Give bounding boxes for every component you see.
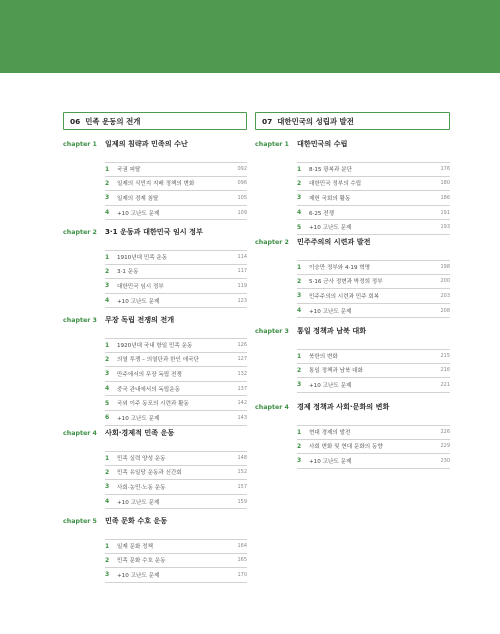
chapter-items — [297, 425, 450, 469]
entry-number: 1 — [297, 352, 302, 360]
chapter-label: chapter 4 — [255, 404, 289, 411]
toc-entry[interactable] — [105, 568, 247, 583]
entry-number: 3 — [105, 370, 110, 378]
entry-page: 230 — [440, 457, 450, 464]
toc-entry[interactable] — [105, 367, 247, 382]
chapter-section — [255, 139, 450, 235]
chapter-title: 통일 정책과 남북 대화 — [297, 326, 367, 335]
entry-number: 1 — [297, 263, 302, 271]
toc-entry[interactable] — [105, 466, 247, 481]
toc-entry[interactable] — [297, 349, 450, 364]
entry-number: 3 — [297, 292, 302, 300]
entry-number: 4 — [105, 385, 110, 393]
entry-page: 191 — [440, 209, 450, 216]
toc-entry[interactable] — [297, 162, 450, 177]
entry-page: 123 — [237, 297, 247, 304]
entry-number: 2 — [105, 468, 110, 476]
entry-number: 2 — [105, 556, 110, 564]
part-07-header — [255, 112, 450, 130]
entry-number: 4 — [105, 297, 110, 305]
entry-page: 132 — [237, 370, 247, 377]
toc-entry[interactable] — [105, 265, 247, 280]
entry-title: +10 고난도 문제 — [117, 210, 160, 217]
entry-title: 중국 관내에서의 독립운동 — [117, 386, 180, 393]
chapter-title: 대한민국의 수립 — [297, 139, 348, 148]
entry-number: 2 — [105, 179, 110, 187]
entry-title: 북한의 변화 — [309, 354, 338, 361]
entry-title: +10 고난도 문제 — [117, 499, 160, 506]
chapter-heading — [63, 516, 247, 526]
toc-entry[interactable] — [297, 304, 450, 319]
entry-page: 092 — [237, 166, 247, 173]
chapter-section — [63, 315, 247, 426]
entry-title: 대한민국 정부의 수립 — [309, 181, 362, 188]
entry-number: 3 — [297, 457, 302, 465]
toc-entry[interactable] — [105, 396, 247, 411]
entry-page: 148 — [237, 455, 247, 462]
entry-page: 164 — [237, 543, 247, 550]
chapter-items — [297, 162, 450, 235]
toc-entry[interactable] — [105, 353, 247, 368]
chapter-items — [297, 349, 450, 393]
chapter-items — [105, 338, 247, 426]
entry-number: 5 — [105, 399, 110, 407]
entry-number: 3 — [297, 381, 302, 389]
entry-page: 170 — [237, 571, 247, 578]
chapter-items — [105, 250, 247, 308]
chapter-section — [63, 428, 247, 509]
part-06-header — [63, 112, 247, 130]
toc-entry[interactable] — [105, 338, 247, 353]
chapter-label: chapter 5 — [63, 518, 97, 525]
entry-page: 152 — [237, 469, 247, 476]
entry-page: 186 — [440, 194, 450, 201]
chapter-section — [255, 326, 450, 393]
entry-title: 민주주의의 시련과 민주 회복 — [309, 293, 380, 300]
chapter-section — [63, 516, 247, 583]
entry-number: 1 — [297, 165, 302, 173]
chapter-section — [63, 227, 247, 308]
entry-title: 6·25 전쟁 — [309, 210, 335, 217]
entry-page: 165 — [237, 557, 247, 564]
entry-number: 1 — [297, 428, 302, 436]
entry-title: 일제의 경제 침탈 — [117, 195, 159, 202]
entry-title: +10 고난도 문제 — [309, 458, 352, 465]
entry-page: 198 — [440, 264, 450, 271]
chapter-section — [63, 139, 247, 220]
entry-title: 사회·농민·노동 운동 — [117, 484, 166, 491]
entry-title: +10 고난도 문제 — [117, 572, 160, 579]
entry-page: 159 — [237, 498, 247, 505]
chapter-label: chapter 4 — [63, 430, 97, 437]
entry-title: 현대 경제의 발전 — [309, 430, 351, 437]
part-06-column — [63, 112, 247, 579]
toc-entry[interactable] — [297, 220, 450, 235]
entry-number: 1 — [105, 341, 110, 349]
entry-title: 3·1 운동 — [117, 269, 139, 276]
entry-page: 096 — [237, 180, 247, 187]
entry-page: 126 — [237, 342, 247, 349]
entry-title: 민족 유일당 운동과 신간회 — [117, 470, 182, 477]
entry-page: 215 — [440, 353, 450, 360]
chapter-items — [105, 539, 247, 583]
entry-page: 127 — [237, 356, 247, 363]
toc-entry[interactable] — [105, 294, 247, 309]
entry-number: 2 — [105, 355, 110, 363]
entry-number: 2 — [105, 267, 110, 275]
part-title: 대한민국의 성립과 발전 — [277, 116, 354, 126]
chapter-section — [255, 402, 450, 469]
toc-entry[interactable] — [297, 275, 450, 290]
entry-page: 109 — [237, 209, 247, 216]
chapter-heading — [63, 315, 247, 325]
toc-entry[interactable] — [105, 451, 247, 466]
entry-page: 221 — [440, 381, 450, 388]
chapter-label: chapter 1 — [255, 141, 289, 148]
entry-title: 1910년대 민족 운동 — [117, 255, 168, 262]
chapter-heading — [63, 428, 247, 438]
chapter-label: chapter 3 — [255, 328, 289, 335]
entry-number: 4 — [297, 307, 302, 315]
part-number: 06 — [70, 116, 81, 126]
toc-entry[interactable] — [105, 206, 247, 221]
entry-number: 2 — [297, 179, 302, 187]
toc-entry[interactable] — [105, 250, 247, 265]
entry-number: 1 — [105, 542, 110, 550]
entry-title: 일제의 식민지 지배 정책의 변화 — [117, 181, 195, 188]
toc-entry[interactable] — [105, 279, 247, 294]
entry-page: 208 — [440, 307, 450, 314]
entry-title: 만주에서의 무장 독립 전쟁 — [117, 371, 182, 378]
part-title: 민족 운동의 전개 — [85, 116, 141, 126]
entry-page: 200 — [440, 278, 450, 285]
entry-title: 1920년대 국내 항일 민족 운동 — [117, 343, 193, 350]
chapter-heading — [255, 326, 450, 336]
entry-page: 226 — [440, 429, 450, 436]
entry-title: 의열 투쟁 – 의열단과 한인 애국단 — [117, 357, 199, 364]
toc-entry[interactable] — [105, 162, 247, 177]
entry-number: 4 — [297, 209, 302, 217]
toc-entry[interactable] — [297, 364, 450, 379]
chapter-title: 무장 독립 전쟁의 전개 — [105, 315, 175, 324]
header-band — [0, 0, 500, 73]
entry-number: 2 — [297, 277, 302, 285]
chapter-heading — [63, 227, 247, 237]
entry-page: 157 — [237, 483, 247, 490]
entry-page: 137 — [237, 385, 247, 392]
chapter-heading — [255, 139, 450, 149]
chapter-label: chapter 1 — [63, 141, 97, 148]
chapter-title: 경제 정책과 사회·문화의 변화 — [297, 402, 390, 411]
entry-number: 2 — [297, 366, 302, 374]
entry-title: 국외 이주 동포의 시련과 활동 — [117, 401, 189, 408]
entry-title: 사회 변화 및 현대 문화의 동향 — [309, 444, 383, 451]
chapter-items — [297, 260, 450, 318]
entry-number: 4 — [105, 209, 110, 217]
entry-title: 일제 문화 정책 — [117, 544, 153, 551]
chapter-heading — [255, 237, 450, 247]
entry-title: 국권 피탈 — [117, 167, 141, 174]
entry-page: 229 — [440, 443, 450, 450]
entry-number: 3 — [105, 483, 110, 491]
entry-page: 105 — [237, 194, 247, 201]
chapter-heading — [255, 402, 450, 412]
entry-number: 4 — [105, 498, 110, 506]
toc-entry[interactable] — [105, 554, 247, 569]
chapter-section — [255, 237, 450, 318]
chapter-label: chapter 2 — [255, 239, 289, 246]
chapter-label: chapter 2 — [63, 229, 97, 236]
toc-entry[interactable] — [297, 425, 450, 440]
entry-number: 3 — [297, 194, 302, 202]
toc-entry[interactable] — [105, 382, 247, 397]
entry-page: 180 — [440, 180, 450, 187]
chapter-title: 일제의 침략과 민족의 수난 — [105, 139, 188, 148]
entry-title: +10 고난도 문제 — [117, 415, 160, 422]
entry-title: +10 고난도 문제 — [309, 308, 352, 315]
toc-entry[interactable] — [297, 206, 450, 221]
entry-page: 176 — [440, 166, 450, 173]
chapter-heading — [63, 139, 247, 149]
chapter-title: 3·1 운동과 대한민국 임시 정부 — [105, 227, 203, 236]
toc-entry[interactable] — [105, 411, 247, 426]
entry-number: 5 — [297, 223, 302, 231]
entry-page: 142 — [237, 400, 247, 407]
entry-title: 제헌 국회의 활동 — [309, 195, 351, 202]
part-07-column — [255, 112, 450, 465]
toc-entry[interactable] — [297, 177, 450, 192]
entry-page: 114 — [237, 254, 247, 261]
entry-title: +10 고난도 문제 — [309, 225, 352, 232]
entry-number: 1 — [105, 165, 110, 173]
entry-number: 1 — [105, 253, 110, 261]
chapter-title: 민주주의의 시련과 발전 — [297, 237, 371, 246]
entry-title: 민족 실력 양성 운동 — [117, 456, 166, 463]
chapter-items — [105, 451, 247, 509]
entry-title: 민족 문화 수호 운동 — [117, 558, 166, 565]
entry-title: 대한민국 임시 정부 — [117, 283, 164, 290]
entry-number: 1 — [105, 454, 110, 462]
entry-page: 117 — [237, 268, 247, 275]
entry-title: 이승만 정부와 4·19 혁명 — [309, 265, 371, 272]
entry-title: 통일 정책과 남북 대화 — [309, 368, 363, 375]
toc-entry[interactable] — [105, 191, 247, 206]
entry-number: 3 — [105, 194, 110, 202]
toc-entry[interactable] — [105, 177, 247, 192]
part-number: 07 — [262, 116, 273, 126]
toc-entry[interactable] — [297, 440, 450, 455]
chapter-label: chapter 3 — [63, 317, 97, 324]
toc-entry[interactable] — [105, 480, 247, 495]
chapter-title: 사회·경제적 민족 운동 — [105, 428, 175, 437]
entry-title: +10 고난도 문제 — [309, 382, 352, 389]
entry-number: 2 — [297, 442, 302, 450]
entry-number: 3 — [105, 571, 110, 579]
entry-number: 3 — [105, 282, 110, 290]
entry-title: +10 고난도 문제 — [117, 298, 160, 305]
entry-title: 8·15 광복과 분단 — [309, 167, 353, 174]
toc-entry[interactable] — [297, 191, 450, 206]
entry-page: 216 — [440, 367, 450, 374]
entry-page: 143 — [237, 414, 247, 421]
entry-page: 203 — [440, 292, 450, 299]
toc-entry[interactable] — [297, 289, 450, 304]
toc-entry[interactable] — [105, 495, 247, 510]
entry-page: 119 — [237, 282, 247, 289]
toc-entry[interactable] — [297, 260, 450, 275]
toc-entry[interactable] — [297, 454, 450, 469]
toc-entry[interactable] — [297, 378, 450, 393]
toc-entry[interactable] — [105, 539, 247, 554]
chapter-items — [105, 162, 247, 220]
entry-page: 193 — [440, 224, 450, 231]
chapter-title: 민족 문화 수호 운동 — [105, 516, 168, 525]
entry-title: 5·16 군사 정변과 박정희 정부 — [309, 279, 383, 286]
entry-number: 6 — [105, 414, 110, 422]
